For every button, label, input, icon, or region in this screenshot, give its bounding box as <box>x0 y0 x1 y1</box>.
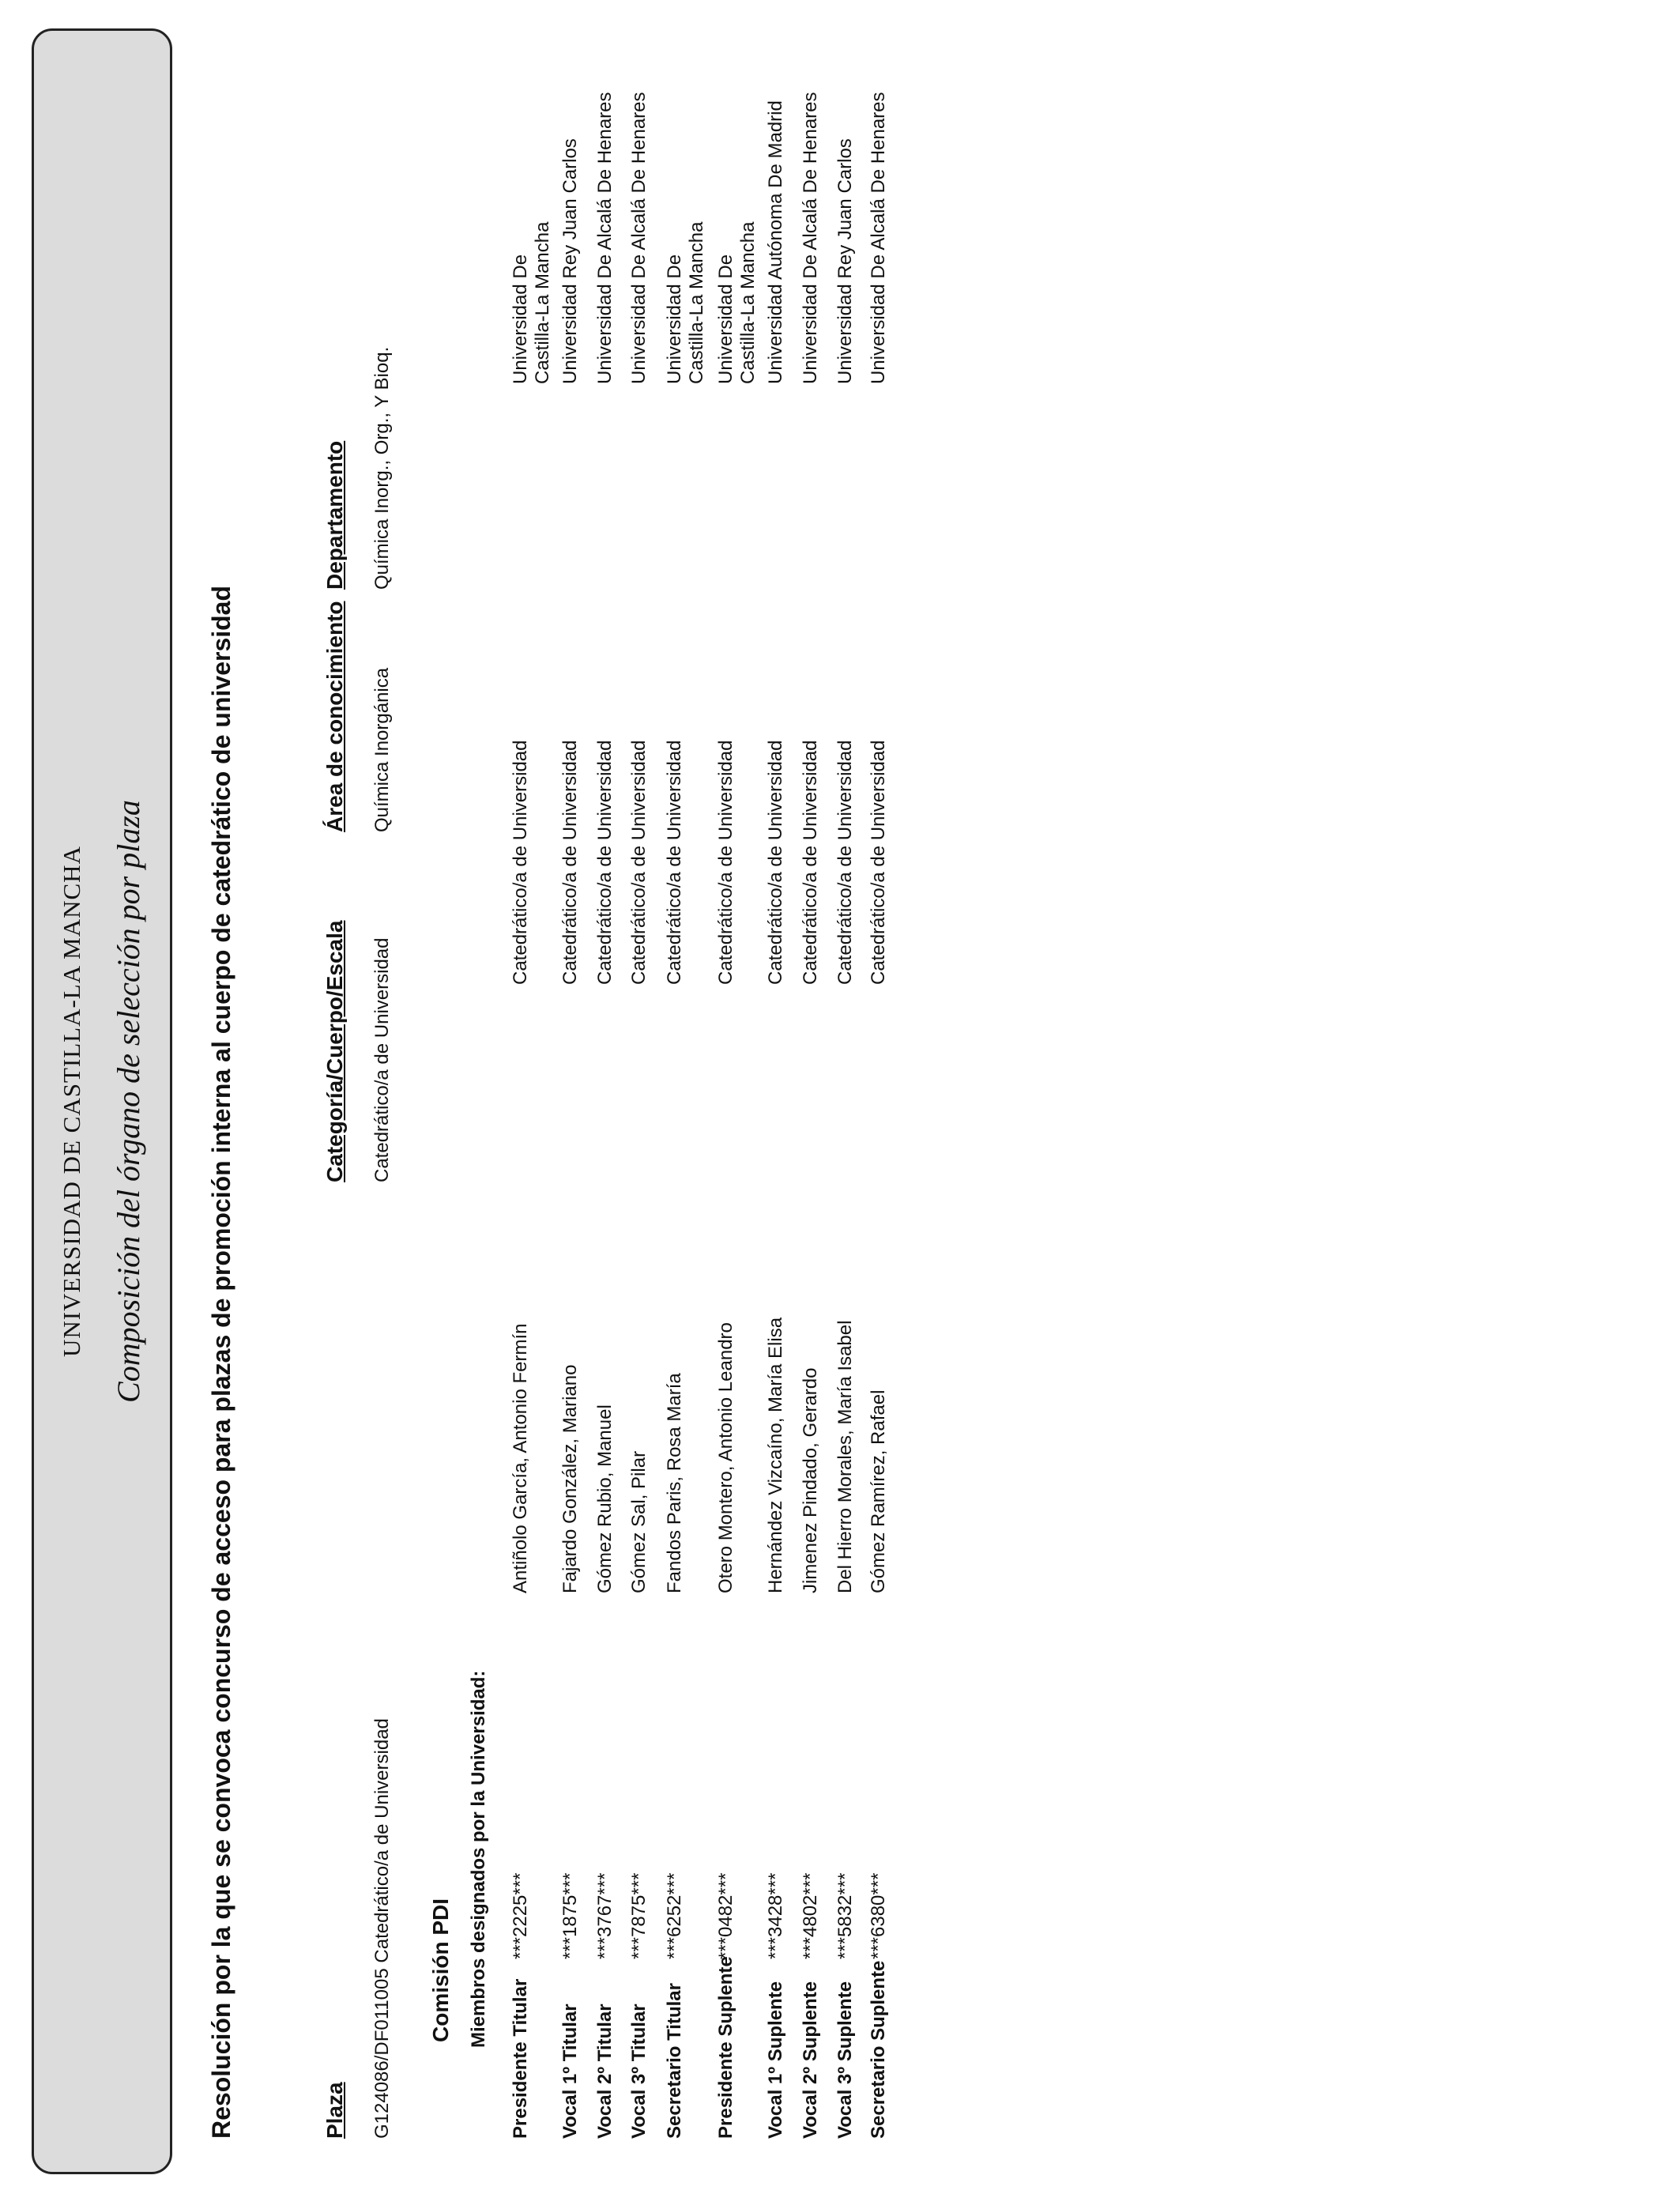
resolution-title: Resolución por la que se convoca concurso de acceso para plazas de promoción interna al cuerpo de catedrático de universidad <box>207 585 235 2139</box>
header-departamento: Departamento <box>322 440 347 590</box>
member-name: Gómez Rubio, Manuel <box>594 1404 616 1593</box>
member-category: Catedrático/a de Universidad <box>594 740 616 985</box>
member-id: ***7875*** <box>628 1872 650 1959</box>
member-university: Universidad De Alcalá De Henares <box>628 92 650 384</box>
member-name: Hernández Vizcaíno, María Elisa <box>765 1317 786 1593</box>
member-university: Universidad De Castilla-La Mancha <box>510 221 553 384</box>
member-category: Catedrático/a de Universidad <box>800 740 821 985</box>
member-name: Del Hierro Morales, María Isabel <box>834 1320 856 1593</box>
area-value: Química Inorgánica <box>371 667 393 832</box>
member-category: Catedrático/a de Universidad <box>715 740 736 985</box>
member-id: ***3428*** <box>765 1872 786 1959</box>
member-role: Secretario Suplente <box>868 1960 889 2139</box>
member-university: Universidad De Alcalá De Henares <box>594 92 616 384</box>
member-name: Fajardo González, Mariano <box>559 1364 581 1593</box>
member-university: Universidad Rey Juan Carlos <box>834 138 856 384</box>
categoria-value: Catedrático/a de Universidad <box>371 937 393 1182</box>
member-university: Universidad De Castilla-La Mancha <box>664 221 707 384</box>
member-university: Universidad De Alcalá De Henares <box>868 92 889 384</box>
member-role: Secretario Titular <box>664 1983 685 2139</box>
member-name: Jimenez Pindado, Gerardo <box>800 1367 821 1593</box>
member-id: ***3767*** <box>594 1872 616 1959</box>
header-area: Área de conocimiento <box>322 601 347 832</box>
member-name: Antiñolo García, Antonio Fermín <box>510 1323 531 1593</box>
member-university: Universidad Autónoma De Madrid <box>765 100 786 384</box>
member-id: ***6252*** <box>664 1872 685 1959</box>
member-id: ***5832*** <box>834 1872 856 1959</box>
commission-title: Comisión PDI <box>428 1898 453 2042</box>
member-role: Vocal 1º Titular <box>559 2004 581 2139</box>
member-category: Catedrático/a de Universidad <box>664 740 685 985</box>
member-role: Vocal 3º Titular <box>628 2004 650 2139</box>
member-role: Presidente Suplente <box>715 1956 736 2139</box>
header-banner <box>32 28 172 2174</box>
member-id: ***4802*** <box>800 1872 821 1959</box>
member-role: Vocal 2º Titular <box>594 2004 616 2139</box>
member-id: ***6380*** <box>868 1872 889 1959</box>
member-category: Catedrático/a de Universidad <box>628 740 650 985</box>
member-category: Catedrático/a de Universidad <box>559 740 581 985</box>
member-category: Catedrático/a de Universidad <box>510 740 531 985</box>
commission-subtitle: Miembros designados por la Universidad: <box>468 1670 489 2048</box>
document-subtitle: Composición del órgano de selección por plaza <box>111 800 146 1403</box>
member-role: Vocal 3º Suplente <box>834 1981 856 2139</box>
member-university: Universidad De Castilla-La Mancha <box>715 221 759 384</box>
member-role: Vocal 2º Suplente <box>800 1981 821 2139</box>
member-name: Gómez Ramírez, Rafael <box>868 1389 889 1593</box>
member-university: Universidad Rey Juan Carlos <box>559 138 581 384</box>
member-name: Otero Montero, Antonio Leandro <box>715 1322 736 1593</box>
plaza-value: G124086/DF011005 Catedrático/a de Universidad <box>371 1718 393 2139</box>
member-category: Catedrático/a de Universidad <box>868 740 889 985</box>
header-categoria: Categoría/Cuerpo/Escala <box>322 920 347 1182</box>
departamento-value: Química Inorg., Org., Y Bioq. <box>371 346 393 590</box>
member-category: Catedrático/a de Universidad <box>765 740 786 985</box>
member-name: Gómez Sal, Pilar <box>628 1450 650 1593</box>
member-id: ***0482*** <box>715 1872 736 1959</box>
member-role: Vocal 1º Suplente <box>765 1981 786 2139</box>
member-name: Fandos Paris, Rosa María <box>664 1373 685 1593</box>
member-id: ***1875*** <box>559 1872 581 1959</box>
header-plaza: Plaza <box>322 2082 347 2139</box>
university-name: UNIVERSIDAD DE CASTILLA-LA MANCHA <box>58 846 85 1357</box>
member-role: Presidente Titular <box>510 1978 531 2139</box>
member-category: Catedrático/a de Universidad <box>834 740 856 985</box>
member-id: ***2225*** <box>510 1872 531 1959</box>
member-university: Universidad De Alcalá De Henares <box>800 92 821 384</box>
